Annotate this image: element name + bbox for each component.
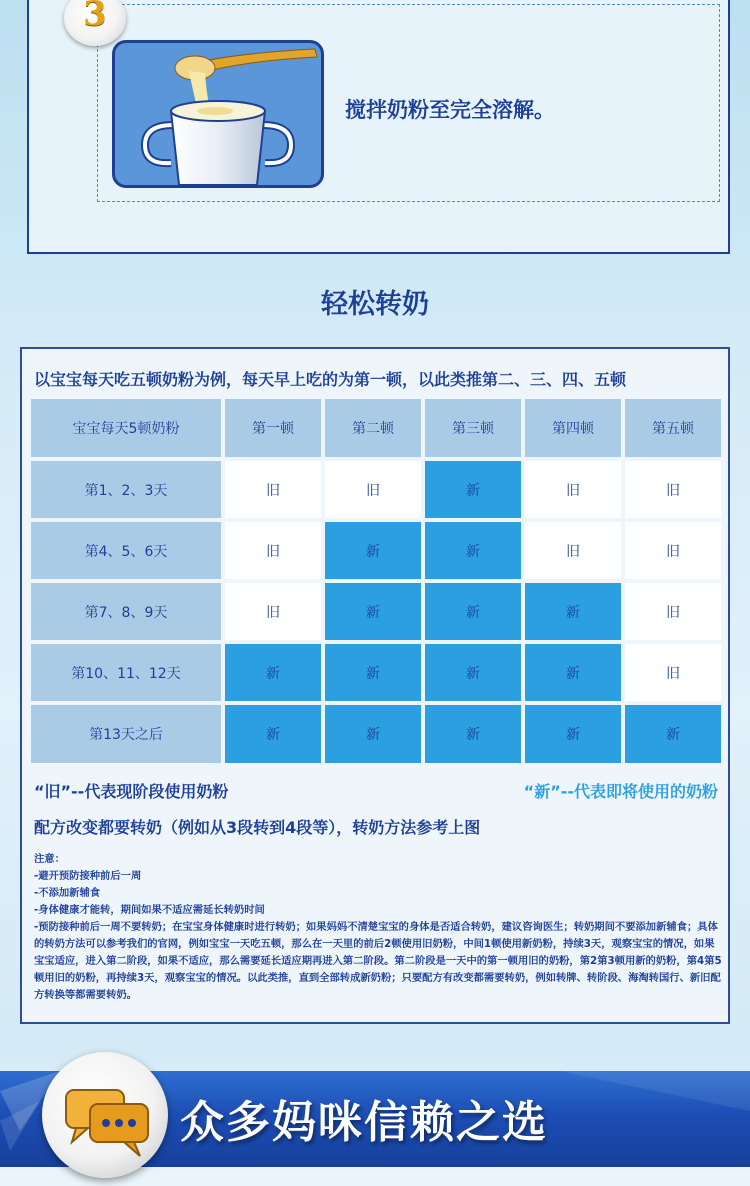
row-header: 第4、5、6天	[31, 522, 221, 579]
chat-bubbles-icon	[42, 1052, 168, 1178]
step-number: 3	[83, 0, 107, 34]
table-cell: 旧	[525, 522, 621, 579]
table-cell: 旧	[625, 461, 721, 518]
table-cell: 新	[325, 583, 421, 640]
table-cell: 旧	[225, 583, 321, 640]
intro-text: 以宝宝每天吃五顿奶粉为例，每天早上吃的为第一顿，以此类推第二、三、四、五顿	[34, 370, 627, 389]
milk-cup-stirring-icon	[112, 40, 324, 188]
table-cell: 旧	[525, 461, 621, 518]
table-cell: 新	[225, 705, 321, 763]
table-cell: 新	[425, 644, 521, 701]
table-cell: 新	[225, 644, 321, 701]
row-header: 第7、8、9天	[31, 583, 221, 640]
notes-paragraph: -预防接种前后一周不要转奶；在宝宝身体健康时进行转奶；如果妈妈不清楚宝宝的身体是否适合转奶，建议咨询医生；转奶期间不要添加新辅食；具体的转奶方法可以参考我们的官网，例如宝宝一天吃五顿，那么在一天里的前后2顿使用旧奶粉，中间1顿使用新奶粉，持续3天，观察宝宝的情况，如果宝宝适应，进入第二阶段，如果不适应，那么需要延长适应期再进入第二阶段。第二阶段是一天中的第一顿用旧的奶粉，第2第3顿用新的奶粉，第4第5顿用旧的奶粉，再持续3天，观察宝宝的情况。以此类推，直到全部转成新奶粉；只要配方有改变都需要转奶，例如转牌、转阶段、海淘转国行、新旧配方转换等都需要转奶。	[34, 921, 722, 1001]
table-cell: 旧	[625, 644, 721, 701]
legend-new: “新”--代表即将使用的奶粉	[523, 782, 718, 801]
table-cell: 新	[525, 583, 621, 640]
table-cell: 新	[625, 705, 721, 763]
table-cell: 旧	[225, 522, 321, 579]
notes-block	[34, 851, 722, 1004]
table-cell: 新	[425, 522, 521, 579]
table-corner-header: 宝宝每天5顿奶粉	[31, 399, 221, 457]
step-instruction-text: 搅拌奶粉至完全溶解。	[345, 98, 555, 122]
section-title: 轻松转奶	[321, 289, 429, 320]
banner-badge	[42, 1052, 168, 1178]
column-header: 第四顿	[525, 399, 621, 457]
formula-change-text: 配方改变都要转奶（例如从3段转到4段等），转奶方法参考上图	[34, 818, 481, 837]
notes-line: -身体健康才能转，期间如果不适应需延长转奶时间	[34, 904, 265, 916]
table-cell: 新	[325, 522, 421, 579]
table-cell: 新	[425, 583, 521, 640]
row-header: 第13天之后	[31, 705, 221, 763]
table-cell: 新	[525, 705, 621, 763]
table-cell: 新	[325, 705, 421, 763]
column-header: 第五顿	[625, 399, 721, 457]
table-cell: 旧	[325, 461, 421, 518]
table-cell: 旧	[625, 522, 721, 579]
table-cell: 新	[325, 644, 421, 701]
column-header: 第二顿	[325, 399, 421, 457]
table-cell: 新	[425, 705, 521, 763]
column-header: 第三顿	[425, 399, 521, 457]
column-header: 第一顿	[225, 399, 321, 457]
banner-slogan: 众多妈咪信赖之选	[180, 1097, 548, 1148]
notes-line: -不添加新辅食	[34, 887, 101, 899]
notes-line: -避开预防接种前后一周	[34, 870, 142, 882]
table-cell: 旧	[225, 461, 321, 518]
row-header: 第10、11、12天	[31, 644, 221, 701]
table-cell: 旧	[625, 583, 721, 640]
table-cell: 新	[425, 461, 521, 518]
legend-old: “旧”--代表现阶段使用奶粉	[34, 782, 229, 801]
notes-title: 注意：	[34, 853, 65, 865]
row-header: 第1、2、3天	[31, 461, 221, 518]
formula-switch-card	[20, 347, 730, 1024]
table-cell: 新	[525, 644, 621, 701]
